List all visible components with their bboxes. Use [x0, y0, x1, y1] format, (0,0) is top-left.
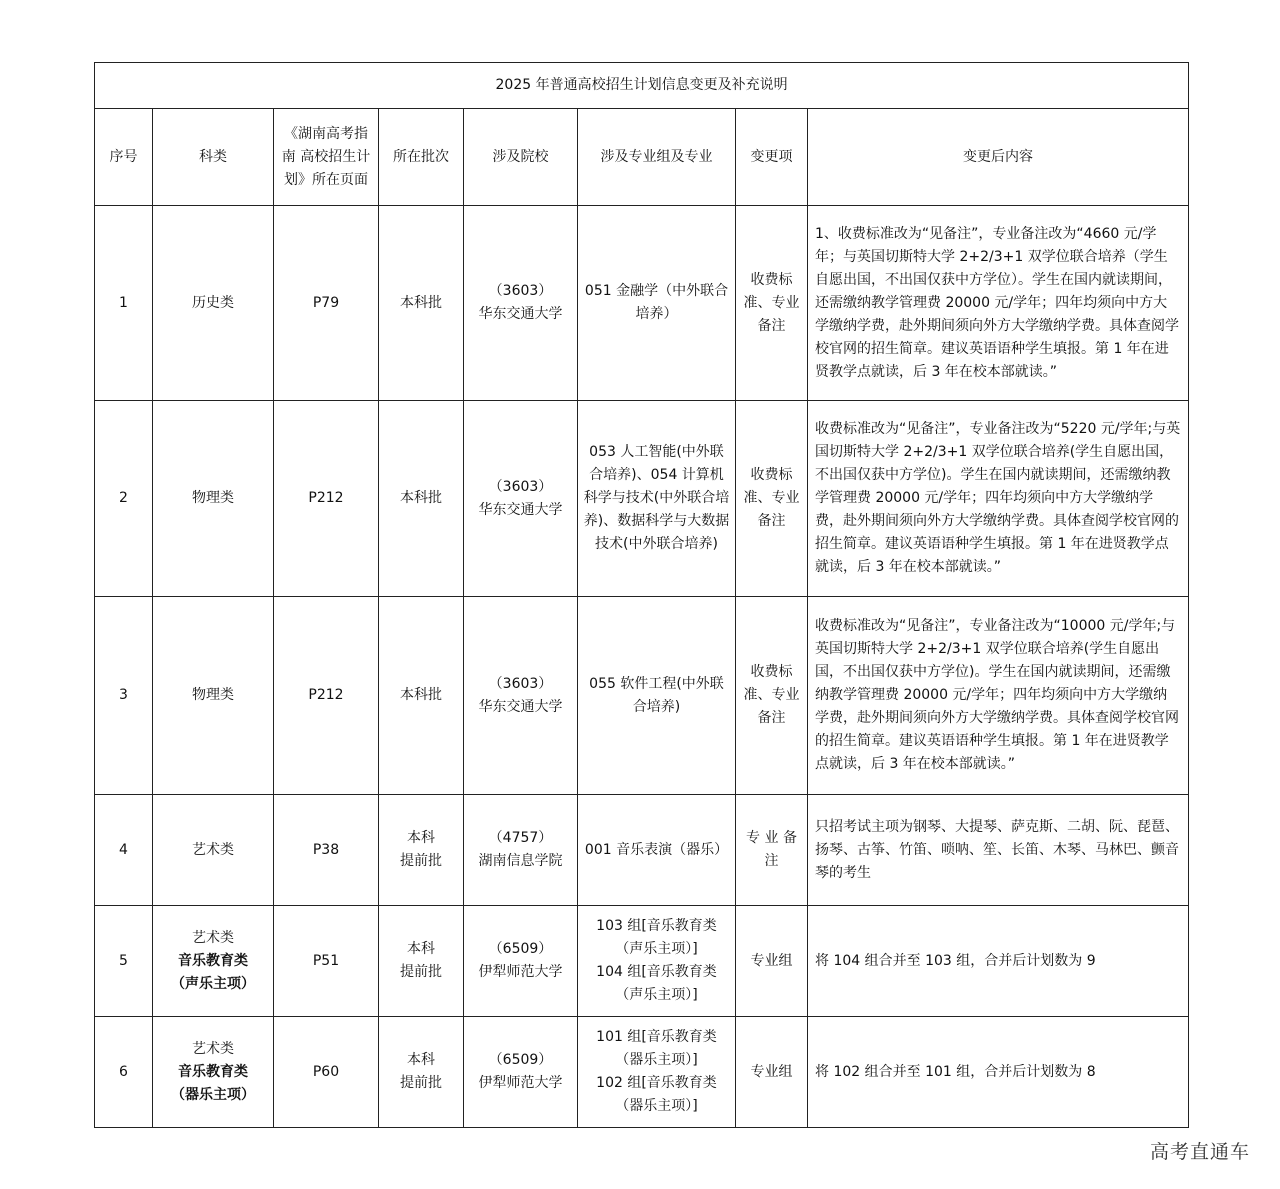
row-major-line: 101 组[音乐教育类 [596, 1029, 717, 1045]
row-batch [379, 1017, 464, 1128]
row-seq: 5 [95, 906, 153, 1017]
header-row [95, 109, 1189, 206]
row-batch-line: 本科 [407, 830, 435, 846]
row-category-line: 物理类 [192, 490, 234, 506]
row-change-item: 收费标准、专业备注 [736, 206, 808, 401]
row-page: P38 [274, 795, 379, 906]
row-batch-line: 提前批 [400, 853, 442, 869]
admission-change-table [94, 62, 1189, 1128]
row-school [464, 795, 578, 906]
row-school [464, 206, 578, 401]
row-major [578, 906, 736, 1017]
header-major: 涉及专业组及专业 [578, 109, 736, 206]
row-category [153, 795, 274, 906]
row-category [153, 206, 274, 401]
row-category-line: 音乐教育类 [178, 1063, 248, 1080]
header-school: 涉及院校 [464, 109, 578, 206]
table-row [95, 795, 1189, 906]
row-category-line: （器乐主项） [171, 1086, 255, 1103]
row-school [464, 1017, 578, 1128]
row-major [578, 795, 736, 906]
row-content: 收费标准改为“见备注”，专业备注改为“10000 元/学年;与英国切斯特大学 2+2/3+1 双学位联合培养(学生自愿出国，不出国仅获中方学位)。学生在国内就读期间，还需缴纳教学管理费 20000 元/学年；四年均须向中方大学缴纳学费，赴外期间须向外方大学缴纳学费。具体查阅学校官网的招生简章。建议英语语种学生填报。第 1 年在进贤教学点就读，后 3 年在校本部就读。” [808, 597, 1189, 795]
row-batch [379, 906, 464, 1017]
row-content: 将 104 组合并至 103 组，合并后计划数为 9 [808, 906, 1189, 1017]
row-batch-line: 提前批 [400, 1075, 442, 1091]
row-page: P212 [274, 401, 379, 597]
row-category-line: 艺术类 [192, 841, 234, 858]
row-change-item: 收费标准、专业备注 [736, 597, 808, 795]
header-content: 变更后内容 [808, 109, 1189, 206]
row-content: 只招考试主项为钢琴、大提琴、萨克斯、二胡、阮、琵琶、扬琴、古筝、竹笛、唢呐、笙、长笛、木琴、马林巴、颤音琴的考生 [808, 795, 1189, 906]
row-change-item: 收费标准、专业备注 [736, 401, 808, 597]
row-school-line: （6509） [488, 941, 553, 957]
row-batch-line: 本科 [407, 1052, 435, 1068]
header-change-item: 变更项 [736, 109, 808, 206]
row-school-line: （3603） [488, 478, 553, 495]
row-page: P79 [274, 206, 379, 401]
row-category-line: 历史类 [192, 294, 234, 311]
row-page: P60 [274, 1017, 379, 1128]
row-content: 收费标准改为“见备注”，专业备注改为“5220 元/学年;与英国切斯特大学 2+2/3+1 双学位联合培养(学生自愿出国，不出国仅获中方学位)。学生在国内就读期间，还需缴纳教学管理费 20000 元/学年；四年均须向中方大学缴纳学费，赴外期间须向外方大学缴纳学费。具体查阅学校官网的招生简章。建议英语语种学生填报。第 1 年在进贤教学点就读，后 3 年在校本部就读。” [808, 401, 1189, 597]
watermark: 高考直通车 [1149, 1141, 1250, 1163]
row-seq: 4 [95, 795, 153, 906]
row-school-line: 华东交通大学 [478, 306, 563, 322]
row-category [153, 401, 274, 597]
row-batch [379, 401, 464, 597]
row-batch [379, 597, 464, 795]
row-school-line: 伊犁师范大学 [478, 964, 563, 980]
row-major [578, 206, 736, 401]
row-major-line: 104 组[音乐教育类 [596, 964, 717, 980]
row-major-line: （声乐主项）] [615, 941, 698, 957]
row-major-line: 103 组[音乐教育类 [596, 918, 717, 934]
row-school [464, 597, 578, 795]
row-seq: 3 [95, 597, 153, 795]
table-row [95, 906, 1189, 1017]
row-batch [379, 795, 464, 906]
table-row [95, 597, 1189, 795]
table-row [95, 1017, 1189, 1128]
row-category-line: （声乐主项） [171, 975, 255, 992]
row-category-line: 物理类 [192, 687, 234, 703]
row-batch-line: 本科批 [400, 294, 442, 311]
row-school-line: 湖南信息学院 [478, 853, 563, 869]
row-major-line: 053 人工智能(中外联合培养)、054 计算机科学与技术(中外联合培养)、数据科学与大数据技术(中外联合培养) [583, 444, 730, 552]
row-batch-line: 提前批 [400, 964, 442, 980]
row-school-line: 华东交通大学 [478, 501, 563, 518]
row-seq: 6 [95, 1017, 153, 1128]
row-category-line: 艺术类 [192, 929, 234, 946]
table-title: 2025 年普通高校招生计划信息变更及补充说明 [95, 63, 1189, 109]
row-category-line: 艺术类 [192, 1040, 234, 1057]
row-school [464, 906, 578, 1017]
row-major-line: 001 音乐表演（器乐） [584, 841, 729, 858]
header-page: 《湖南高考指南 高校招生计划》所在页面 [274, 109, 379, 206]
row-category [153, 906, 274, 1017]
header-batch: 所在批次 [379, 109, 464, 206]
row-major [578, 401, 736, 597]
row-batch-line: 本科 [407, 941, 435, 957]
row-seq: 2 [95, 401, 153, 597]
row-school-line: 华东交通大学 [478, 698, 563, 715]
row-category [153, 597, 274, 795]
header-category: 科类 [153, 109, 274, 206]
row-school-line: （3603） [488, 675, 553, 692]
row-major-line: （器乐主项）] [615, 1098, 698, 1114]
header-seq: 序号 [95, 109, 153, 206]
row-seq: 1 [95, 206, 153, 401]
row-content: 将 102 组合并至 101 组，合并后计划数为 8 [808, 1017, 1189, 1128]
row-category [153, 1017, 274, 1128]
row-major-line: 051 金融学（中外联合培养） [584, 283, 729, 322]
row-major [578, 597, 736, 795]
row-batch-line: 本科批 [400, 490, 442, 506]
row-school-line: （4757） [488, 830, 553, 846]
table-row [95, 206, 1189, 401]
row-category-line: 音乐教育类 [178, 952, 248, 969]
row-school-line: （3603） [488, 283, 553, 299]
row-school-line: （6509） [488, 1052, 553, 1068]
row-batch [379, 206, 464, 401]
row-major-line: （器乐主项）] [615, 1052, 698, 1068]
row-major-line: 102 组[音乐教育类 [596, 1075, 717, 1091]
table-row [95, 401, 1189, 597]
row-change-item: 专业组 [736, 1017, 808, 1128]
row-change-item: 专 业 备 注 [736, 795, 808, 906]
row-school [464, 401, 578, 597]
row-major-line: 055 软件工程(中外联合培养) [589, 675, 724, 715]
row-major [578, 1017, 736, 1128]
row-school-line: 伊犁师范大学 [478, 1075, 563, 1091]
row-content: 1、收费标准改为“见备注”，专业备注改为“4660 元/学年；与英国切斯特大学 2+2/3+1 双学位联合培养（学生自愿出国，不出国仅获中方学位）。学生在国内就读期间，还需缴纳教学管理费 20000 元/学年；四年均须向中方大学缴纳学费，赴外期间须向外方大学缴纳学费。具体查阅学校官网的招生简章。建议英语语种学生填报。第 1 年在进贤教学点就读，后 3 年在校本部就读。” [808, 206, 1189, 401]
row-page: P51 [274, 906, 379, 1017]
row-page: P212 [274, 597, 379, 795]
row-change-item: 专业组 [736, 906, 808, 1017]
row-batch-line: 本科批 [400, 687, 442, 703]
row-major-line: （声乐主项）] [615, 987, 698, 1003]
